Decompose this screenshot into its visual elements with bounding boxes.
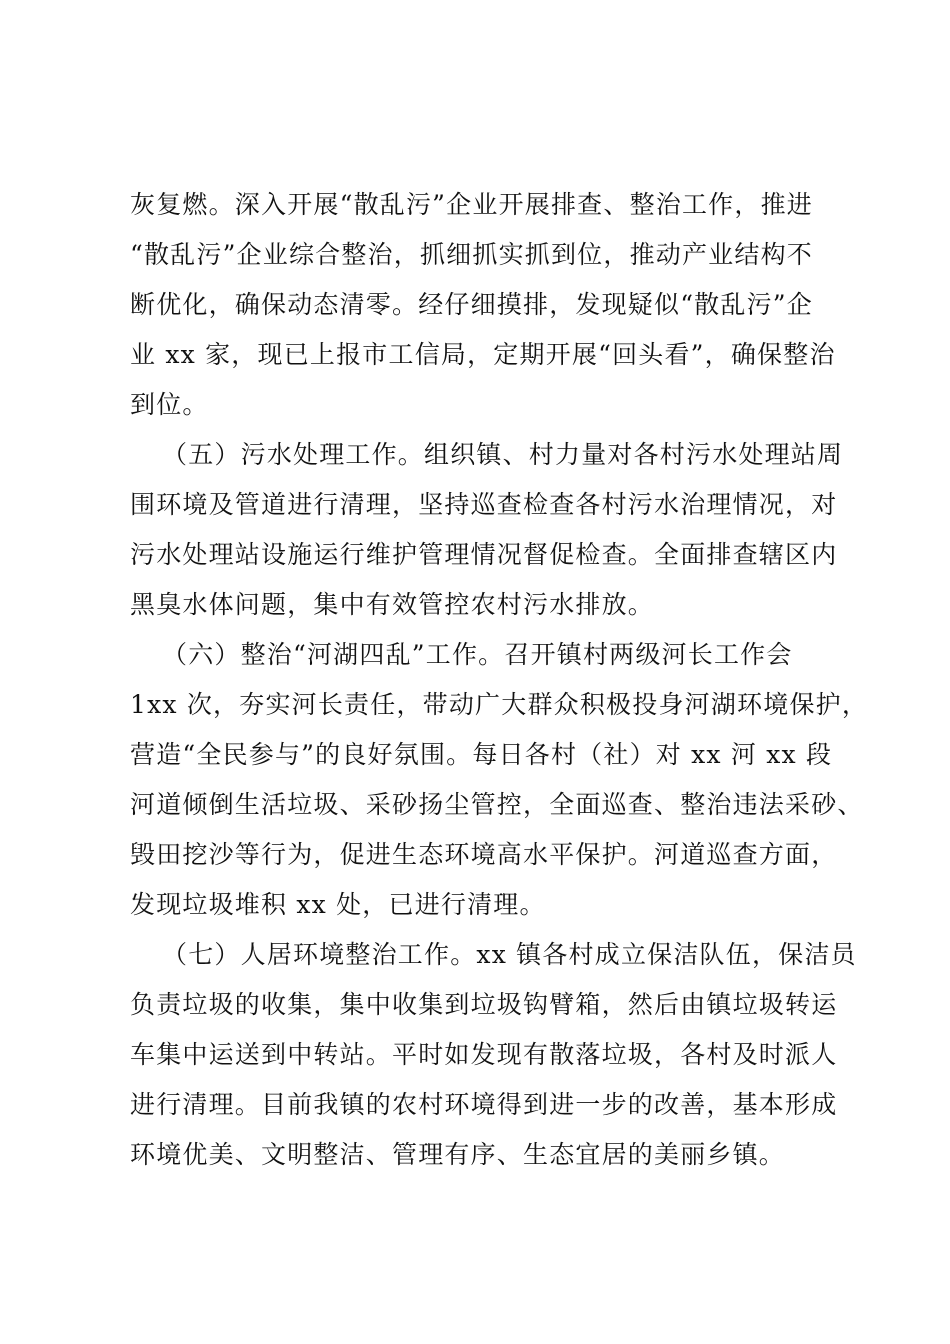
text-line: 车集中运送到中转站。平时如发现有散落垃圾，各村及时派人	[130, 1040, 838, 1069]
text-line: 到位。	[130, 390, 209, 419]
section-5-heading-line: （五）污水处理工作。组织镇、村力量对各村污水处理站周	[162, 440, 844, 469]
text-line: 发现垃圾堆积 xx 处，已进行清理。	[130, 890, 546, 919]
text-line: 围环境及管道进行清理，坚持巡查检查各村污水治理情况，对	[130, 490, 838, 519]
text-line: 污水处理站设施运行维护管理情况督促检查。全面排查辖区内	[130, 540, 838, 569]
section-6-heading-line: （六）整治“河湖四乱”工作。召开镇村两级河长工作会	[162, 640, 793, 669]
text-line: 黑臭水体问题，集中有效管控农村污水排放。	[130, 590, 655, 619]
text-line: 业 xx 家，现已上报市工信局，定期开展“回头看”，确保整治	[130, 340, 836, 369]
text-line: 进行清理。目前我镇的农村环境得到进一步的改善，基本形成	[130, 1090, 838, 1119]
text-line: 营造“全民参与”的良好氛围。每日各村（社）对 xx 河 xx 段	[130, 740, 833, 769]
text-line: 毁田挖沙等行为，促进生态环境高水平保护。河道巡查方面，	[130, 840, 838, 869]
text-line: 环境优美、文明整洁、管理有序、生态宜居的美丽乡镇。	[130, 1140, 786, 1169]
section-7-heading-line: （七）人居环境整治工作。xx 镇各村成立保洁队伍，保洁员	[162, 940, 857, 969]
text-line: 负责垃圾的收集，集中收集到垃圾钩臂箱，然后由镇垃圾转运	[130, 990, 838, 1019]
text-line: 灰复燃。深入开展“散乱污”企业开展排查、整治工作，推进	[130, 190, 813, 219]
text-line: 断优化，确保动态清零。经仔细摸排，发现疑似“散乱污”企	[130, 290, 813, 319]
text-line: 河道倾倒生活垃圾、采砂扬尘管控，全面巡查、整治违法采砂、	[130, 790, 864, 819]
text-line: “散乱污”企业综合整治，抓细抓实抓到位，推动产业结构不	[130, 240, 813, 269]
text-line: 1xx 次，夯实河长责任，带动广大群众积极投身河湖环境保护，	[130, 690, 869, 719]
